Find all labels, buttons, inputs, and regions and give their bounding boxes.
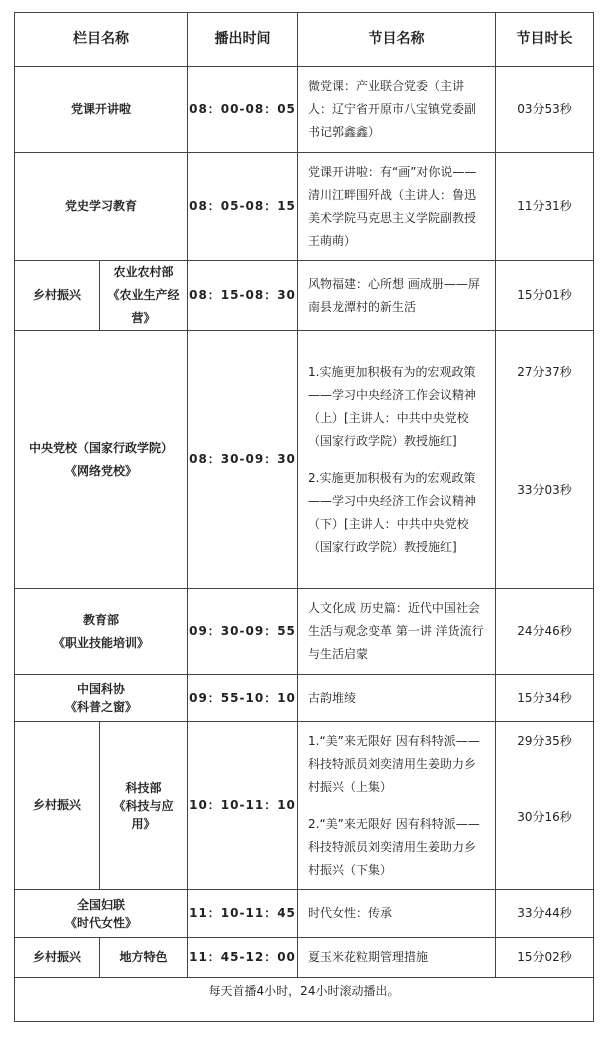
program-duration: 15分02秒 bbox=[496, 938, 594, 978]
table-row bbox=[15, 261, 594, 331]
program-part-2: 2.实施更加积极有为的宏观政策——学习中央经济工作会议精神（下）[主讲人：中共中央党校（国家行政学院）教授施红] bbox=[308, 470, 477, 554]
program-duration bbox=[496, 331, 594, 589]
duration-part-2: 33分03秒 bbox=[517, 483, 572, 497]
header-column: 栏目名称 bbox=[15, 13, 188, 67]
footer-note: 每天首播4小时，24小时滚动播出。 bbox=[15, 978, 594, 1022]
program-duration: 11分31秒 bbox=[496, 153, 594, 261]
program-name: 微党课：产业联合党委（主讲人：辽宁省开原市八宝镇党委副书记郭鑫鑫） bbox=[298, 67, 496, 153]
program-duration: 03分53秒 bbox=[496, 67, 594, 153]
program-part-2: 2.“美”来无限好 因有科特派——科技特派员刘奕清用生姜助力乡村振兴（下集） bbox=[308, 816, 480, 877]
column-name: 地方特色 bbox=[100, 938, 188, 978]
program-duration: 15分01秒 bbox=[496, 261, 594, 331]
table-row bbox=[15, 675, 594, 722]
program-duration: 33分44秒 bbox=[496, 890, 594, 938]
column-name bbox=[100, 722, 188, 890]
column-name bbox=[15, 675, 188, 722]
program-name: 党课开讲啦：有“画”对你说——清川江畔围歼战（主讲人：鲁迅美术学院马克思主义学院副教授王萌萌） bbox=[298, 153, 496, 261]
column-name-line1: 教育部 bbox=[82, 612, 119, 627]
duration-part-2: 30分16秒 bbox=[517, 810, 572, 824]
table-row bbox=[15, 153, 594, 261]
column-name-line2: 《时代女性》 bbox=[64, 915, 137, 930]
program-part-1: 1.“美”来无限好 因有科特派——科技特派员刘奕清用生姜助力乡村振兴（上集） bbox=[308, 733, 480, 794]
table-row bbox=[15, 67, 594, 153]
program-name bbox=[298, 722, 496, 890]
column-name bbox=[15, 331, 188, 589]
column-group: 乡村振兴 bbox=[15, 261, 100, 331]
column-name: 农业农村部《农业生产经营》 bbox=[100, 261, 188, 331]
column-name-line1: 中央党校（国家行政学院） bbox=[28, 440, 173, 455]
table-header-row bbox=[15, 13, 594, 67]
program-name: 时代女性：传承 bbox=[298, 890, 496, 938]
header-program: 节目名称 bbox=[298, 13, 496, 67]
column-name-line2: 《职业技能培训》 bbox=[52, 635, 149, 650]
column-name-line1: 科技部 bbox=[125, 780, 162, 795]
column-group: 乡村振兴 bbox=[15, 722, 100, 890]
column-name-line2: 《科技与应用》 bbox=[113, 798, 174, 831]
program-duration: 15分34秒 bbox=[496, 675, 594, 722]
air-time: 08：30-09：30 bbox=[188, 331, 298, 589]
program-duration bbox=[496, 722, 594, 890]
air-time: 08：15-08：30 bbox=[188, 261, 298, 331]
program-name: 风物福建：心所想 画成册——屏南县龙潭村的新生活 bbox=[298, 261, 496, 331]
column-name-line1: 全国妇联 bbox=[76, 897, 125, 912]
table-row bbox=[15, 938, 594, 978]
air-time: 10：10-11：10 bbox=[188, 722, 298, 890]
program-name: 古韵堆绫 bbox=[298, 675, 496, 722]
column-name bbox=[15, 890, 188, 938]
table-row bbox=[15, 890, 594, 938]
air-time: 11：45-12：00 bbox=[188, 938, 298, 978]
column-name: 党课开讲啦 bbox=[15, 67, 188, 153]
column-name-line1: 中国科协 bbox=[76, 682, 125, 696]
program-name: 人文化成 历史篇：近代中国社会生活与观念变革 第一讲 洋货流行与生活启蒙 bbox=[298, 589, 496, 675]
table-row bbox=[15, 331, 594, 589]
air-time: 09：30-09：55 bbox=[188, 589, 298, 675]
air-time: 09：55-10：10 bbox=[188, 675, 298, 722]
column-name-line2: 《网络党校》 bbox=[64, 463, 137, 478]
header-duration: 节目时长 bbox=[496, 13, 594, 67]
air-time: 11：10-11：45 bbox=[188, 890, 298, 938]
air-time: 08：05-08：15 bbox=[188, 153, 298, 261]
program-name: 夏玉米花粒期管理措施 bbox=[298, 938, 496, 978]
schedule-table bbox=[14, 12, 594, 1022]
duration-part-1: 27分37秒 bbox=[517, 365, 572, 379]
table-row bbox=[15, 589, 594, 675]
column-group: 乡村振兴 bbox=[15, 938, 100, 978]
column-name: 党史学习教育 bbox=[15, 153, 188, 261]
duration-part-1: 29分35秒 bbox=[517, 734, 572, 748]
air-time: 08：00-08：05 bbox=[188, 67, 298, 153]
column-name bbox=[15, 589, 188, 675]
header-time: 播出时间 bbox=[188, 13, 298, 67]
column-name-line2: 《科普之窗》 bbox=[64, 700, 137, 714]
table-row bbox=[15, 722, 594, 890]
program-duration: 24分46秒 bbox=[496, 589, 594, 675]
table-footer-row bbox=[15, 978, 594, 1022]
program-part-1: 1.实施更加积极有为的宏观政策——学习中央经济工作会议精神（上）[主讲人：中共中央党校（国家行政学院）教授施红] bbox=[308, 364, 477, 448]
program-name bbox=[298, 331, 496, 589]
